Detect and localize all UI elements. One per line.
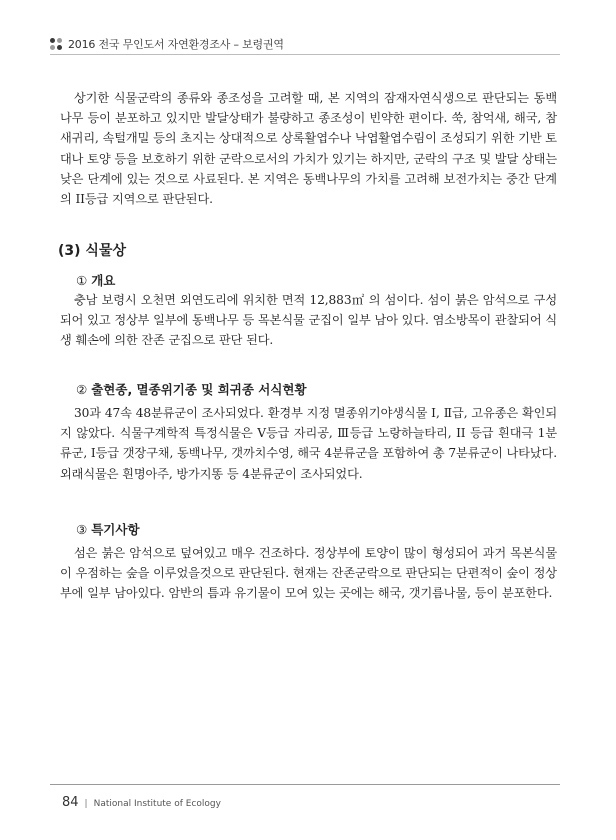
subsection-title: 개요 (91, 273, 116, 288)
footer-divider (50, 784, 560, 785)
species-paragraph: 30과 47속 48분류군이 조사되었다. 환경부 지정 멸종위기야생식물 Ⅰ, Ⅱ급, 고유종은 확인되지 않았다. 식물구계학적 특정식물은 V등급 자리공, Ⅲ등급 노랑하늘타리, II 등급 흰대극 1분류군, Ⅰ등급 갯장구채, 동백나무, 갯까치수영, 해국 4분류군을 포함하여 총 7분류군이 나타났다. 외래식물은 흰명아주, 방가지똥 등 4분류군이 조사되었다. (60, 406, 557, 481)
institute-name: National Institute of Ecology (93, 799, 221, 809)
footer-separator: | (84, 799, 88, 809)
intro-paragraph-block (60, 88, 557, 209)
page-footer (62, 795, 221, 810)
header-divider (50, 54, 560, 55)
subsection-title: 출현종, 멸종위기종 및 희귀종 서식현황 (91, 382, 307, 397)
subsection-heading-overview (76, 271, 115, 289)
overview-paragraph-block (60, 290, 557, 351)
overview-paragraph: 충남 보령시 오천면 외연도리에 위치한 면적 12,883㎡ 의 섬이다. 섬이 붉은 암석으로 구성되어 있고 정상부 일부에 동백나무 등 목본식물 군집이 일부 남아 있다. 염소방목이 관찰되어 식생 훼손에 의한 잔존 군집으로 판단 된다. (60, 293, 557, 348)
running-header (50, 33, 560, 55)
subsection-title: 특기사항 (91, 522, 140, 537)
species-paragraph-block (60, 403, 557, 484)
notes-paragraph: 섬은 붉은 암석으로 덮여있고 매우 건조하다. 정상부에 토양이 많이 형성되어 과거 목본식물이 우점하는 숲을 이루었을것으로 판단된다. 현재는 잔존군락으로 판단되는 단편적이 숲이 정상부에 일부 남아있다. 암반의 틈과 유기물이 모여 있는 곳에는 해국, 갯기름나물, 등이 분포한다. (60, 546, 557, 601)
subsection-number: ① (76, 273, 88, 288)
header-bullet-icon (50, 38, 62, 50)
header-title: 2016 전국 무인도서 자연환경조사 – 보령권역 (68, 38, 284, 51)
notes-paragraph-block (60, 543, 557, 604)
subsection-number: ③ (76, 522, 88, 537)
section-heading: (3) 식물상 (58, 243, 126, 259)
intro-paragraph: 상기한 식물군락의 종류와 종조성을 고려할 때, 본 지역의 잠재자연식생으로 판단되는 동백나무 등이 분포하고 있지만 발달상태가 불량하고 종조성이 빈약한 편이다. 쑥, 참억새, 해국, 참새귀리, 속털개밀 등의 초지는 상대적으로 상록활엽수나 낙엽활엽수림이 조성되기 위한 기반 토대나 토양 등을 보호하기 위한 군락으로서의 가치가 있기는 하지만, 군락의 구조 및 발달 상태는 낮은 단계에 있는 것으로 사료된다. 본 지역은 동백나무의 가치를 고려해 보전가치는 중간 단계의 II등급 지역으로 판단된다. (60, 91, 557, 207)
subsection-number: ② (76, 382, 88, 397)
subsection-heading-species (76, 380, 307, 398)
subsection-heading-notes (76, 520, 140, 538)
page-number: 84 (62, 795, 79, 810)
